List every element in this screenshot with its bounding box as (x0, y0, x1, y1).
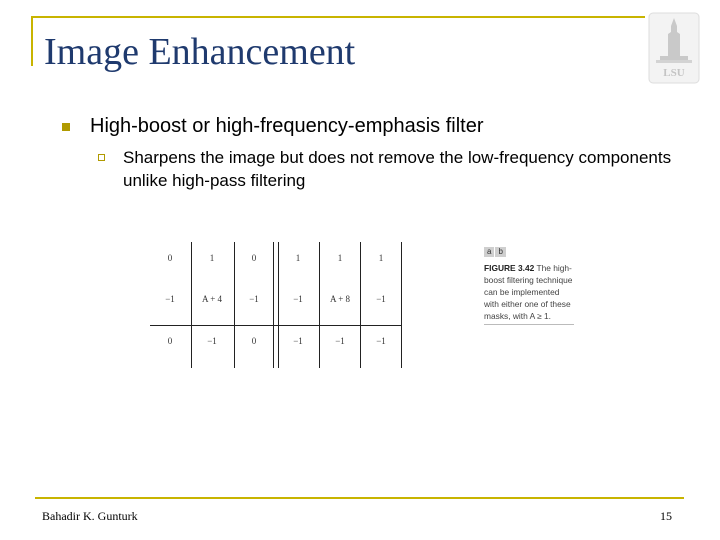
mask_b-cell: 1 (378, 253, 384, 263)
footer-author: Bahadir K. Gunturk (42, 509, 138, 523)
mask_a-cell: 1 (209, 253, 215, 263)
mask_a-cell: −1 (207, 336, 217, 346)
title-frame-left-rule (31, 16, 33, 66)
caption-label: FIGURE 3.42 (484, 263, 535, 273)
mask_b-cell: −1 (376, 336, 386, 346)
slide-title: Image Enhancement (44, 31, 356, 73)
lsu-logo-text: LSU (663, 67, 685, 79)
sub-bullet-text: Sharpens the image but does not remove the low-frequency components unlike high-pass filtering (123, 148, 672, 190)
bullet-text: High-boost or high-frequency-emphasis filter (90, 115, 484, 137)
mask_b-cell: A + 8 (329, 294, 351, 304)
mask_b-cell: −1 (293, 336, 303, 346)
mask_a-cell: 0 (167, 253, 173, 263)
mask_a-cell: 0 (167, 336, 173, 346)
mask_a-cell: −1 (165, 294, 175, 304)
mask_b-cell: 1 (337, 253, 343, 263)
mask_b-cell: −1 (376, 294, 386, 304)
lsu-tower-logo (648, 12, 700, 84)
caption-text: The high-boost filtering technique can be implemented with either one of these masks, with A ≥ 1. (484, 263, 573, 321)
mask_a-cell: −1 (249, 294, 259, 304)
figure-caption (484, 241, 574, 325)
mask-divider-line (150, 325, 402, 326)
mask_b-cell: 1 (295, 253, 301, 263)
panel-label-b: b (495, 247, 505, 257)
mask_b-cell: −1 (293, 294, 303, 304)
mask_b-cell: −1 (335, 336, 345, 346)
panel-label-a: a (484, 247, 494, 257)
caption-body (484, 262, 574, 325)
footer-rule (35, 497, 684, 499)
mask_a-cell: 0 (251, 336, 257, 346)
bullet-square-icon (62, 123, 70, 131)
mask_a-cell: 0 (251, 253, 257, 263)
sub-bullet-square-icon (98, 154, 105, 161)
title-frame-top-rule (31, 16, 645, 18)
page-number: 15 (660, 509, 672, 523)
filter-masks-figure (150, 242, 402, 368)
mask_a-cell: A + 4 (201, 294, 223, 304)
